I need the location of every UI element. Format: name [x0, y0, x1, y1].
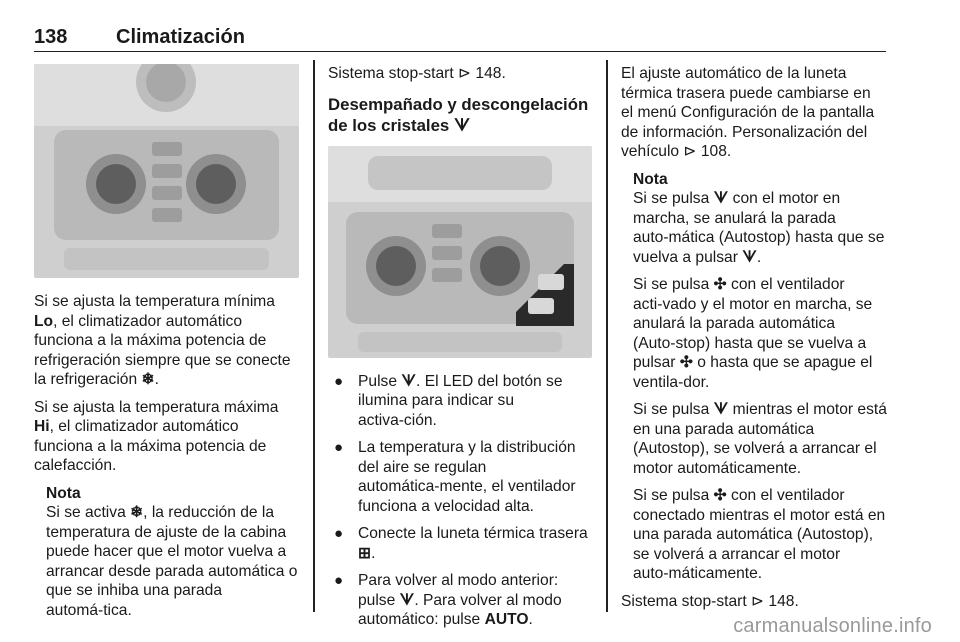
section-title-defrost: Desempañado y descongelación de los cristales ᗐ [328, 94, 589, 135]
page-title: Climatización [116, 26, 245, 48]
fan-icon: ✣ [713, 487, 727, 504]
defrost-icon: ᗐ [742, 248, 757, 266]
note-title: Nota [633, 170, 668, 188]
stop-start-ref-bottom: Sistema stop-start ⊳ 148. [621, 592, 799, 610]
defrost-panel-image [328, 146, 592, 358]
note-text-1: Si se pulsa ᗐ con el motor en marcha, se anulará la parada auto‑mática (Autostop) hasta que se vuelva a pulsar ᗐ. [633, 190, 885, 266]
defrost-icon: ᗐ [401, 372, 417, 390]
fan-icon: ✣ [679, 354, 693, 371]
page-header [34, 22, 886, 52]
watermark: carmanualsonline.info [733, 615, 932, 637]
ref-arrow-icon: ⊳ [751, 592, 765, 610]
note-text-3: Si se pulsa ᗐ mientras el motor está en una parada automática (Autostop), se volverá a arrancar el motor automáticamente. [633, 401, 887, 477]
column-1 [34, 64, 299, 628]
rear-window-heater-icon: ⊞ [358, 544, 372, 562]
note-text-2: Si se pulsa ✣ con el ventilador acti‑vado y el motor en marcha, se anulará la parada automática (Auto‑stop) hasta que se vuelva a pulsar ✣ o hasta que se apague el ventila‑dor. [633, 276, 873, 391]
column-3 [621, 64, 887, 619]
stop-start-ref-top: Sistema stop-start ⊳ 148. [328, 65, 506, 82]
ac-icon: ❄ [130, 504, 144, 521]
list-item: ● La temperatura y la distribución del aire se regulan automática‑mente, el ventilador funciona a velocidad alta. [334, 439, 576, 515]
page-number: 138 [34, 26, 68, 48]
column-divider-1 [313, 60, 315, 612]
note-title: Nota [46, 484, 81, 502]
defrost-steps-list [328, 372, 592, 630]
note-box-2 [633, 170, 887, 584]
defrost-icon: ᗐ [453, 115, 470, 135]
column-divider-2 [606, 60, 608, 612]
note-text: Si se activa ❄, la reducción de la temperatura de ajuste de la cabina puede hacer que el motor vuelva a arrancar desde parada automática o que se inhiba una parada automá‑tica. [46, 504, 298, 619]
climate-control-panel-image [34, 64, 299, 278]
defrost-icon: ᗐ [713, 190, 729, 207]
paragraph-lo: Si se ajusta la temperatura mínima Lo, el climatizador automático funciona a la máxima potencia de refrigeración siempre que se conecte la refrigeración ❄. [34, 293, 291, 388]
defrost-icon: ᗐ [713, 401, 729, 418]
paragraph-hi: Si se ajusta la temperatura máxima Hi, el climatizador automático funciona a la máxima potencia de calefacción. [34, 398, 279, 474]
note-text-4: Si se pulsa ✣ con el ventilador conectado mientras el motor está en una parada automática (Autostop), se volverá a arrancar el motor auto‑máticamente. [633, 487, 886, 582]
ref-arrow-icon: ⊳ [683, 143, 697, 160]
ac-icon: ❄ [141, 371, 155, 388]
paragraph-rear-window: El ajuste automático de la luneta térmica trasera puede cambiarse en el menú Configuración de la pantalla de información. Personalización del vehículo ⊳ 108. [621, 65, 875, 160]
column-2 [328, 64, 592, 638]
ref-arrow-icon: ⊳ [458, 65, 472, 82]
list-item: ● Conecte la luneta térmica trasera ⊞. [334, 525, 588, 562]
fan-icon: ✣ [713, 276, 727, 293]
list-item: ● Para volver al modo anterior: pulse ᗐ. Para volver al modo automático: pulse AUTO. [334, 572, 562, 628]
defrost-icon: ᗐ [399, 591, 415, 609]
note-box-1 [46, 484, 299, 621]
list-item: ● Pulse ᗐ. El LED del botón se ilumina para indicar su activa‑ción. [334, 372, 563, 429]
